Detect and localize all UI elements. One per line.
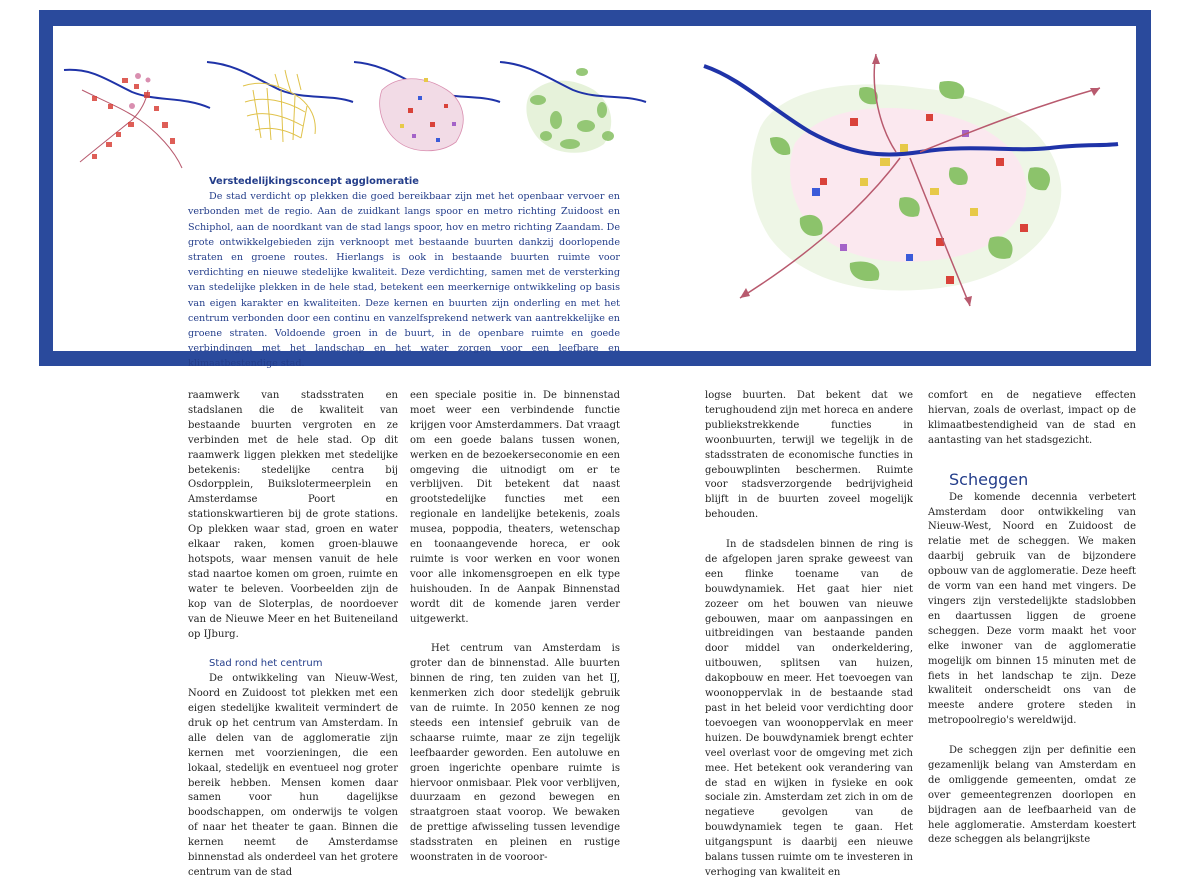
column-4 <box>928 389 1136 848</box>
infobox-title: Verstedelijkingsconcept agglomeratie <box>209 176 419 187</box>
column-1 <box>188 389 398 881</box>
col1-paragraph-2: De ontwikkeling van Nieuw-West, Noord en Zuidoost tot plekken met een eigen stedelijke kwaliteit vermindert de druk op het centrum van Amsterdam. In alle delen van de agglomeratie zijn kernen met voorzieningen, die een lokaal, stedelijk en eventueel nog groter bereik hebben. Mensen komen daar samen voor hun dagelijkse boodschappen, om onderwijs te volgen of naar het theater te gaan. Binnen die kernen neemt de Amsterdamse binnenstad als onderdeel van het grotere centrum van de stad <box>188 673 398 878</box>
diagram-green-structure <box>498 50 648 160</box>
col3-paragraph-1: logse buurten. Dat bekent dat we terughoudend zijn met horeca en andere publiekstrekkende functies in woonbuurten, terwijl we tegelijk in de stadsstraten de economische functies in gebouwplinten beschermen. Ruimte voor stadsverzorgende bedrijvigheid blijft in de buurten zoveel mogelijk behouden. <box>705 390 913 521</box>
diagram-transport-axes <box>62 50 212 175</box>
infobox-text <box>188 174 620 372</box>
col2-paragraph-1: een speciale positie in. De binnenstad moet weer een verbindende functie krijgen voor Amsterdammers. Dat vraagt om een goede balans tussen wonen, werken en de bezoekerseconomie en een omgeving die uitnodigt om er te verblijven. Dit betekent dat naast grootstedelijke functies met een regionale en landelijke betekenis, zoals musea, poppodia, theaters, wetenschap en toonaangevende horeca, er ook ruimte is voor werken en voor wonen voor alle inkomensgroepen en elk type huishouden. In de Aanpak Binnenstad wordt dit de komende jaren verder uitgewerkt. <box>410 390 620 625</box>
diagram-urban-density <box>352 50 502 160</box>
main-agglomeration-map <box>700 48 1120 310</box>
heading-scheggen: Scheggen <box>949 469 1029 489</box>
col4-paragraph-1: comfort en de negatieve effecten hiervan, zoals de overlast, impact op de klimaatbestendigheid van de stad en aantasting van het stadsgezicht. <box>928 390 1136 446</box>
col4-paragraph-3: De scheggen zijn per definitie een gezamenlijk belang van Amsterdam en de omliggende gemeenten, omdat ze over gemeentegrenzen doorlopen en bijdragen aan de leefbaarheid van de hele agglomeratie. Amsterdam koestert deze scheggen als belangrijkste <box>928 745 1136 846</box>
column-3 <box>705 389 913 881</box>
col1-paragraph-1: raamwerk van stadsstraten en stadslanen die de kwaliteit van bestaande buurten vergroten en ze verbinden met de hele stad. Op dit raamwerk liggen plekken met stedelijke betekenis: stedelijke centra bij Osdorpplein, Buikslotermeerplein en Amsterdamse Poort en stationskwartieren bij de grote stations. Op plekken waar stad, groen en water elkaar raken, komen groen-blauwe hotspots, waar mensen vanuit de hele stad naartoe komen om groen, ruimte en water te beleven. Voorbeelden zijn de kop van de Sloterplas, de noordoever van de Nieuwe Meer en het Buiteneiland op IJburg. <box>188 390 398 640</box>
col2-paragraph-2: Het centrum van Amsterdam is groter dan de binnenstad. Alle buurten binnen de ring, ten zuiden van het IJ, kenmerken zich door stedelijk gebruik van de ruimte. In 2050 kennen ze nog steeds een intensief gebruik van de schaarse ruimte, maar ze zijn tegelijk leefbaarder geworden. Een autoluwe en groen ingerichte openbare ruimte is hiervoor onmisbaar. Plek voor verblijven, duurzaam en gezond bewegen en straatgroen staat voorop. We bewaken de prettige afwisseling tussen levendige stadsstraten en pleinen en rustige woonstraten in de vooroor- <box>410 643 620 864</box>
infobox-paragraph: De stad verdicht op plekken die goed bereikbaar zijn met het openbaar vervoer en verbonden met de regio. Aan de zuidkant langs spoor en metro richting Zuidoost en Schiphol, aan de noordkant van de stad langs spoor, hov en metro richting Zaandam. De grote ontwikkelgebieden zijn verknoopt met bestaande buurten dankzij doorlopende straten en groene routes. Hierlangs is ook in bestaande buurten ruimte voor verdichting en nieuwe stedelijke kwaliteit. Deze verdichting, samen met de versterking van stedelijke plekken in de hele stad, betekent een meerkernige ontwikkeling op basis van eigen karakter en kwaliteiten. Deze kernen en buurten zijn onderling en met het centrum verbonden door een continu en vanzelfsprekend netwerk van aantrekkelijke en groene straten. Voldoende groen in de buurt, in de openbare ruimte en goede verbindingen met het landschap en het water zorgen voor een leefbare en klimaatbestendige stad. <box>188 191 620 370</box>
column-2 <box>410 389 620 866</box>
diagram-street-network <box>205 50 355 150</box>
subheading-stad-rond-het-centrum: Stad rond het centrum <box>209 658 323 670</box>
col3-paragraph-2: In de stadsdelen binnen de ring is de afgelopen jaren sprake geweest van een flinke toename van de bouwdynamiek. Het gaat hier niet zozeer om het bouwen van nieuwe gebouwen, maar om aanpassingen en uitbreidingen van bestaande panden door middel van onderkeldering, uitbouwen, splitsen van huizen, dakopbouw en meer. Het toevoegen van woonoppervlak in de bestaande stad past in het beleid voor verdichting door toevoegen van woonoppervlak en meer huizen. De bouwdynamiek brengt echter veel overlast voor de omgeving met zich mee. Het betekent ook verandering van de stad en wijken in fysieke en ook sociale zin. Amsterdam zet zich in om de negatieve gevolgen van de bouwdynamiek tegen te gaan. Het uitgangspunt is daarbij een nieuwe balans tussen ruimte om te investeren in verhoging van kwaliteit en <box>705 539 913 878</box>
col4-paragraph-2: De komende decennia verbetert Amsterdam door ontwikkeling van Nieuw-West, Noord en Zuidoost de relatie met de scheggen. We maken daarbij gebruik van de bijzondere opbouw van de agglomeratie. Deze heeft de vorm van een hand met vingers. De vingers zijn verstedelijkte stadslobben en daartussen liggen de groene scheggen. Deze vorm maakt het voor elke inwoner van de agglomeratie mogelijk om binnen 15 minuten met de fiets in het landschap te zijn. Deze kwaliteit onderscheidt ons van de meeste andere grotere steden in metropoolregio's wereldwijd. <box>928 491 1136 727</box>
